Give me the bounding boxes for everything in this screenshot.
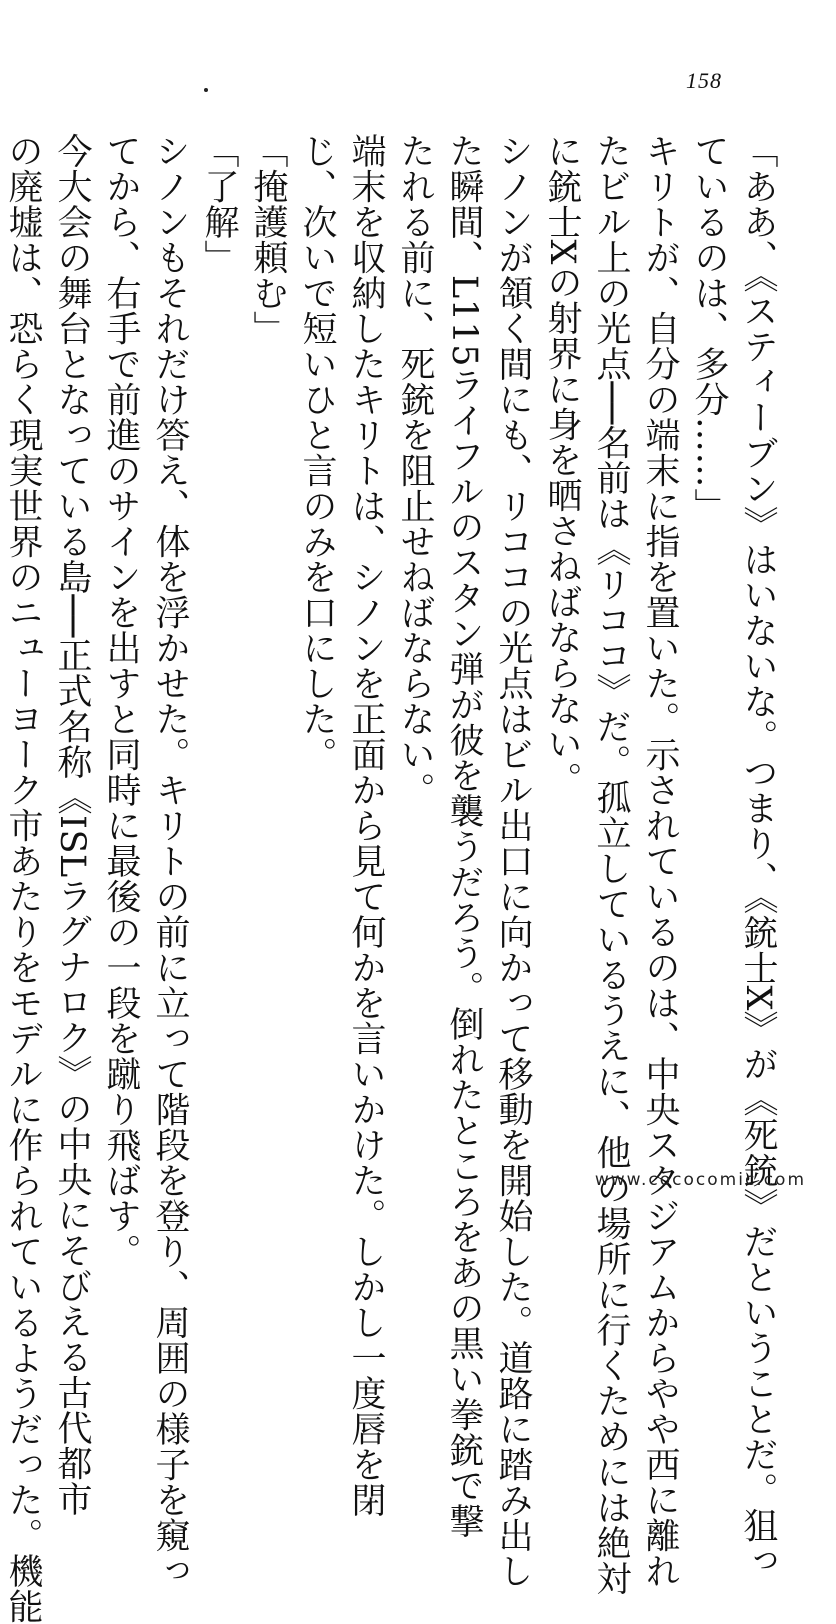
page-number: 158 [686, 68, 722, 93]
text-line: に銃士Xの射界に身を晒さねばならない。 [542, 133, 582, 798]
text-line: シノンもそれだけ答え、体を浮かせた。キリトの前に立って階段を登り、周囲の様子を窺っ [150, 133, 190, 1589]
text-line: シノンが頷く間にも、リココの光点はビル出口に向かって移動を開始した。道路に踏み出し [493, 133, 533, 1589]
text-line: たビル上の光点──名前は《リココ》だ。孤立しているうえに、他の場所に行くためには絶対 [591, 133, 631, 1597]
text-line: じ、次いで短いひと言のみを口にした。 [297, 133, 337, 772]
text-line: 「ああ、《スティーブン》はいないな。つまり、《銃士X》が《死銃》だということだ。狙っ [738, 133, 778, 1579]
text-line: 端末を収納したキリトは、シノンを正面から見て何かを言いかけた。しかし一度唇を閉 [346, 133, 386, 1518]
text-line: た瞬間、L115ライフルのスタン弾が彼を襲うだろう。倒れたところをあの黒い拳銃で撃 [444, 133, 484, 1539]
text-line: 「掩護頼む」 [248, 133, 288, 346]
text-line: ているのは、多分……」 [689, 133, 729, 524]
text-line: たれる前に、死銃を阻止せねばならない。 [395, 133, 435, 808]
text-line: の廃墟は、恐らく現実世界のニューヨーク市あたりをモデルに作られているようだった。機能 [3, 133, 43, 1624]
text-line: 「了解」 [199, 133, 239, 275]
text-line: 今大会の舞台となっている島──正式名称《ISLラグナロク》の中央にそびえる古代都市 [52, 133, 92, 1517]
text-line: てから、右手で前進のサインを出すと同時に最後の一段を蹴り飛ばす。 [101, 133, 141, 1269]
watermark: www.cococomic.com [594, 1170, 806, 1190]
print-speck [204, 88, 208, 92]
text-line: キリトが、自分の端末に指を置いた。示されているのは、中央スタジアムからやや西に離れ [640, 133, 680, 1589]
